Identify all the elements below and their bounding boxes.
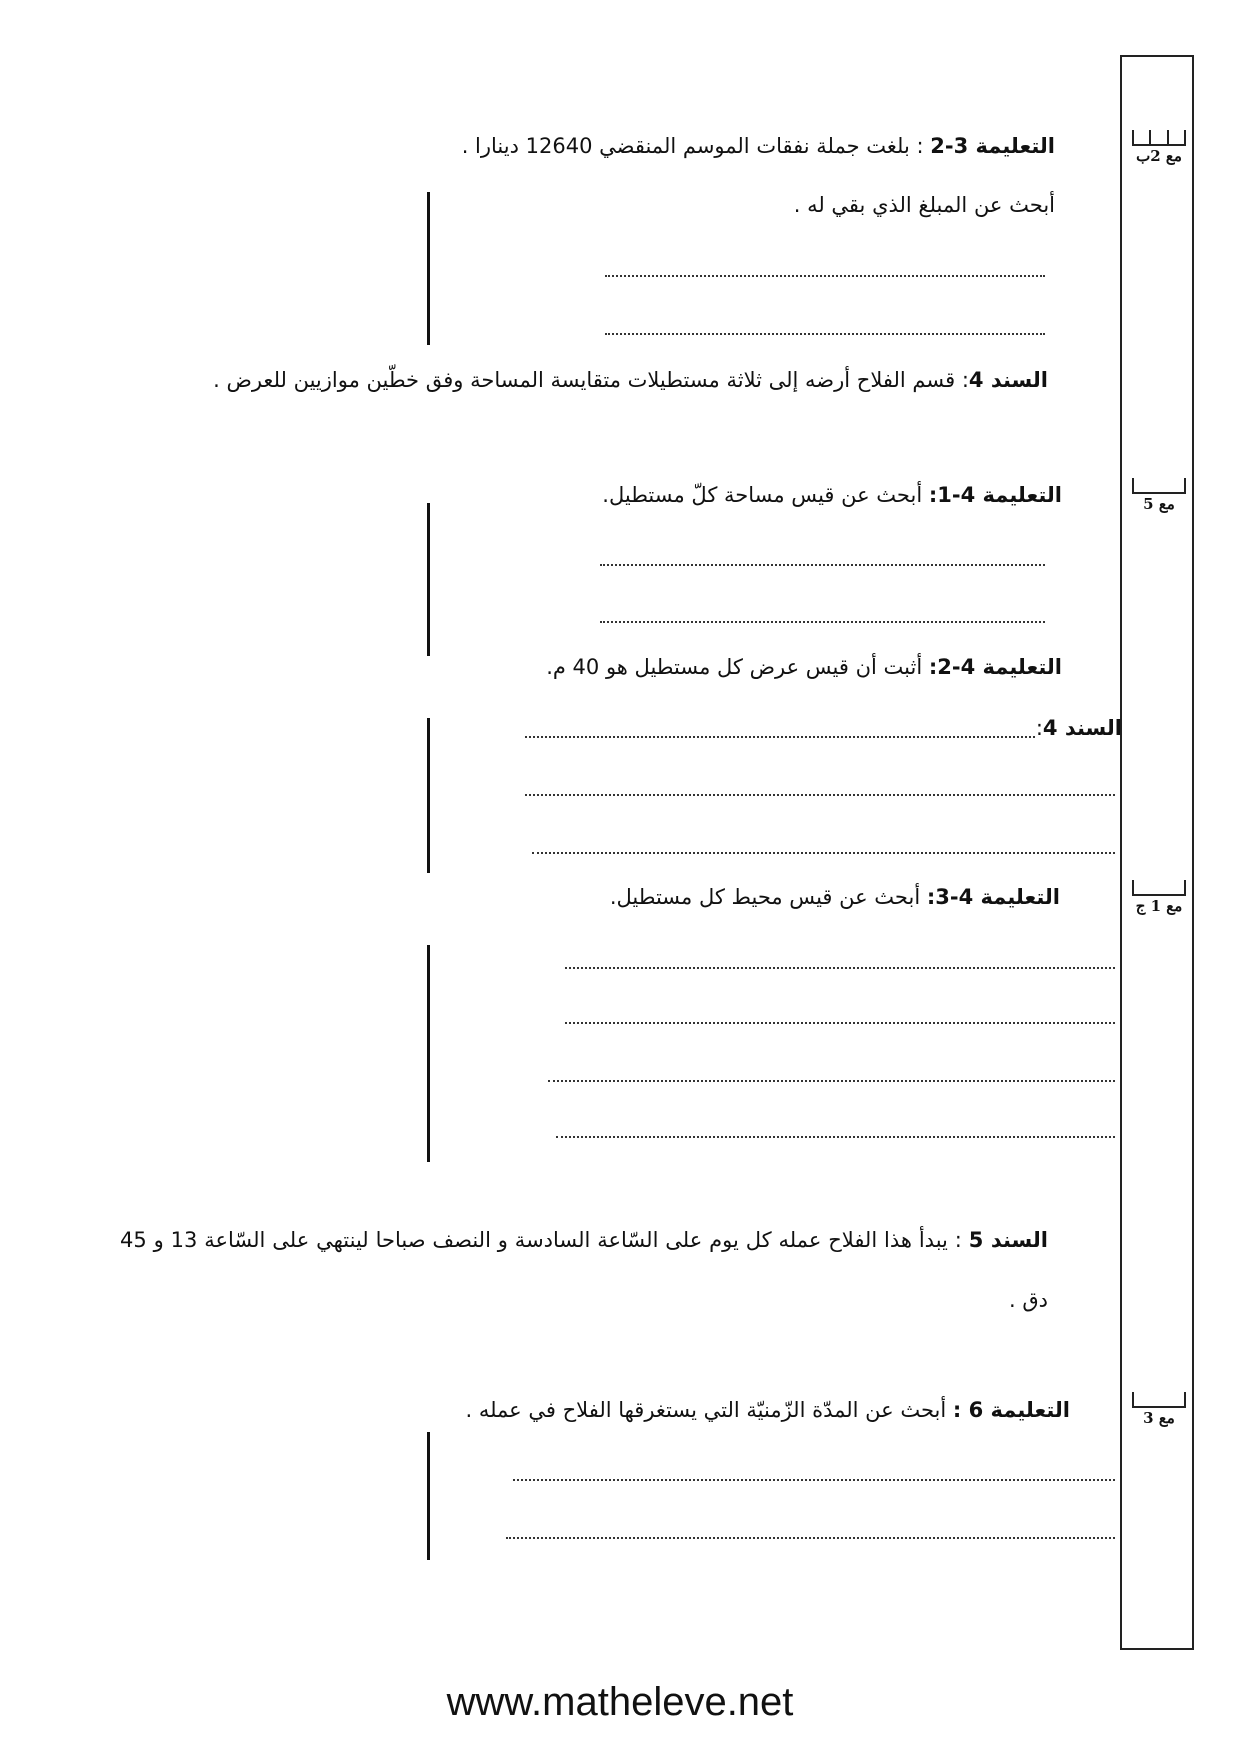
question-text: أثبت أن قيس عرض كل مستطيل هو 40 م.	[546, 655, 929, 679]
question-label: التعليمة 4-2:	[928, 655, 1062, 679]
answer-line[interactable]	[525, 792, 1115, 796]
question-label: التعليمة 6 :	[952, 1398, 1070, 1422]
question-6	[465, 1398, 1070, 1422]
question-4-2	[546, 655, 1062, 679]
footer-url: www.matheleve.net	[446, 1680, 794, 1724]
answer-line[interactable]	[548, 1078, 1115, 1082]
answer-bar	[427, 503, 430, 656]
sanad-4-answer	[1036, 716, 1122, 740]
question-text: أبحث عن المدّة الزّمنيّة التي يستغرقها الفلاح في عمله .	[465, 1398, 953, 1422]
answer-bar	[427, 192, 430, 345]
criterion-c4	[1128, 1392, 1190, 1427]
answer-line[interactable]	[565, 1020, 1115, 1024]
answer-line[interactable]	[600, 619, 1045, 623]
answer-line[interactable]	[565, 965, 1115, 969]
question-4-3	[610, 885, 1060, 909]
answer-line[interactable]	[605, 273, 1045, 277]
answer-line[interactable]	[513, 1477, 1115, 1481]
question-3-2-sub: أبحث عن المبلغ الذي بقي له .	[793, 193, 1055, 217]
sanad-label: السند 5	[968, 1228, 1049, 1252]
answer-line[interactable]	[532, 850, 1115, 854]
question-label: التعليمة 4-3:	[926, 885, 1060, 909]
question-label: التعليمة 4-1:	[928, 483, 1062, 507]
question-text: أبحث عن قيس مساحة كلّ مستطيل.	[602, 483, 929, 507]
question-3-2	[462, 134, 1055, 158]
criterion-c3	[1128, 880, 1190, 915]
sanad-5	[120, 1210, 1048, 1330]
answer-line[interactable]	[556, 1134, 1115, 1138]
question-4-1	[602, 483, 1062, 507]
sanad-text: : قسم الفلاح أرضه إلى ثلاثة مستطيلات متقايسة المساحة وفق خطّين موازيين للعرض .	[213, 368, 969, 392]
answer-bar	[427, 718, 430, 873]
question-text: أبحث عن قيس محيط كل مستطيل.	[609, 885, 927, 909]
question-text: : بلغت جملة نفقات الموسم المنقضي 12640 دينارا .	[461, 134, 931, 158]
criterion-c1	[1128, 130, 1190, 165]
answer-line[interactable]	[600, 562, 1045, 566]
sanad-text: : يبدأ هذا الفلاح عمله كل يوم على السّاعة السادسة و النصف صباحا لينتهي على السّاعة 13 و 45 دق .	[120, 1228, 1048, 1312]
answer-bar	[427, 945, 430, 1162]
question-label: التعليمة 3-2	[930, 134, 1055, 158]
answer-line[interactable]	[506, 1535, 1115, 1539]
sanad-label: السند 4	[1042, 716, 1122, 740]
sanad-4	[120, 350, 1048, 410]
answer-bar	[427, 1432, 430, 1560]
criterion-label: مع 1 ج	[1135, 897, 1183, 915]
sanad-label: السند 4	[968, 368, 1048, 392]
criterion-c2	[1128, 478, 1190, 513]
answer-line[interactable]	[605, 331, 1045, 335]
criterion-label: مع 3	[1143, 1409, 1175, 1427]
criterion-label: مع 2ب	[1136, 147, 1182, 165]
criterion-label: مع 5	[1143, 495, 1175, 513]
sanad-text: :	[1035, 716, 1043, 740]
answer-line[interactable]	[525, 734, 1035, 738]
